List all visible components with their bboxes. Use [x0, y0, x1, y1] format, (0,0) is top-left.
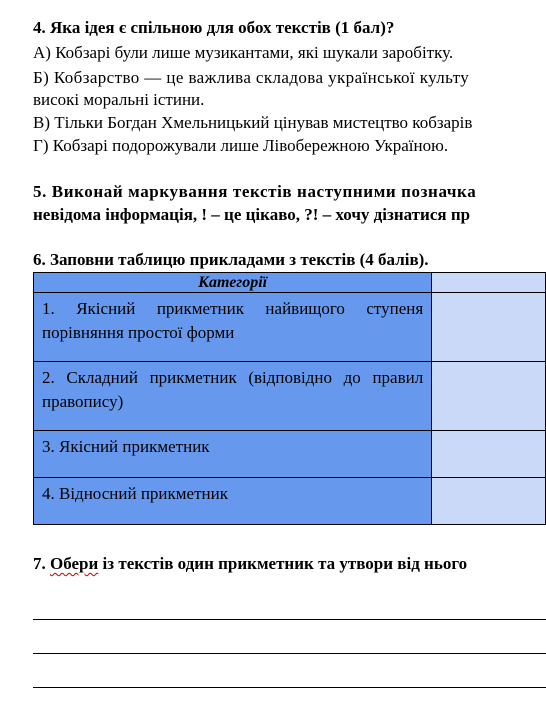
q7-number: 7.: [33, 554, 46, 573]
category-cell-1: 1. Якісний прикметник найвищого ступеня порівняння простої форми: [34, 293, 432, 362]
question-7-title: [33, 554, 467, 574]
table-row: [34, 431, 546, 478]
q4-option-b-cont: високі моральні істини.: [33, 90, 205, 109]
answer-cell-3[interactable]: [432, 431, 546, 478]
category-cell-4: 4. Відносний прикметник: [34, 478, 432, 525]
header-examples: [432, 273, 546, 293]
category-cell-3: 3. Якісний прикметник: [34, 431, 432, 478]
answer-line-1[interactable]: [33, 619, 546, 620]
table-row: [34, 293, 546, 362]
header-categories: Категорії: [34, 273, 432, 293]
answer-line-3[interactable]: [33, 687, 546, 688]
q7-text: із текстів один прикметник та утвори від нього: [102, 554, 468, 573]
q4-option-b: Б) Кобзарство — це важлива складова української культу: [33, 68, 470, 87]
table-row: [34, 478, 546, 525]
question-4-title: 4. Яка ідея є спільною для обох текстів (1 бал)?: [33, 18, 395, 37]
table-row: [34, 362, 546, 431]
answer-cell-1[interactable]: [432, 293, 546, 362]
q4-option-a: А) Кобзарі були лише музикантами, які шукали заробітку.: [33, 43, 454, 62]
q4-option-v: В) Тільки Богдан Хмельницький цінував мистецтво кобзарів: [33, 113, 473, 132]
question-6-title: 6. Заповни таблицю прикладами з текстів (4 балів).: [33, 250, 429, 269]
category-cell-2: 2. Складний прикметник (відповідно до правил правопису): [34, 362, 432, 431]
question-5-line-1: 5. Виконай маркування текстів наступними позначка: [33, 182, 477, 201]
table-header-row: [34, 273, 546, 293]
q4-option-g: Г) Кобзарі подорожували лише Лівобережною Україною.: [33, 136, 449, 155]
question-5-line-2: невідома інформація, ! – це цікаво, ?! – хочу дізнатися пр: [33, 205, 471, 224]
categories-table: [33, 272, 546, 525]
answer-cell-4[interactable]: [432, 478, 546, 525]
q7-underlined-word: Обери: [50, 554, 99, 573]
answer-cell-2[interactable]: [432, 362, 546, 431]
answer-line-2[interactable]: [33, 653, 546, 654]
